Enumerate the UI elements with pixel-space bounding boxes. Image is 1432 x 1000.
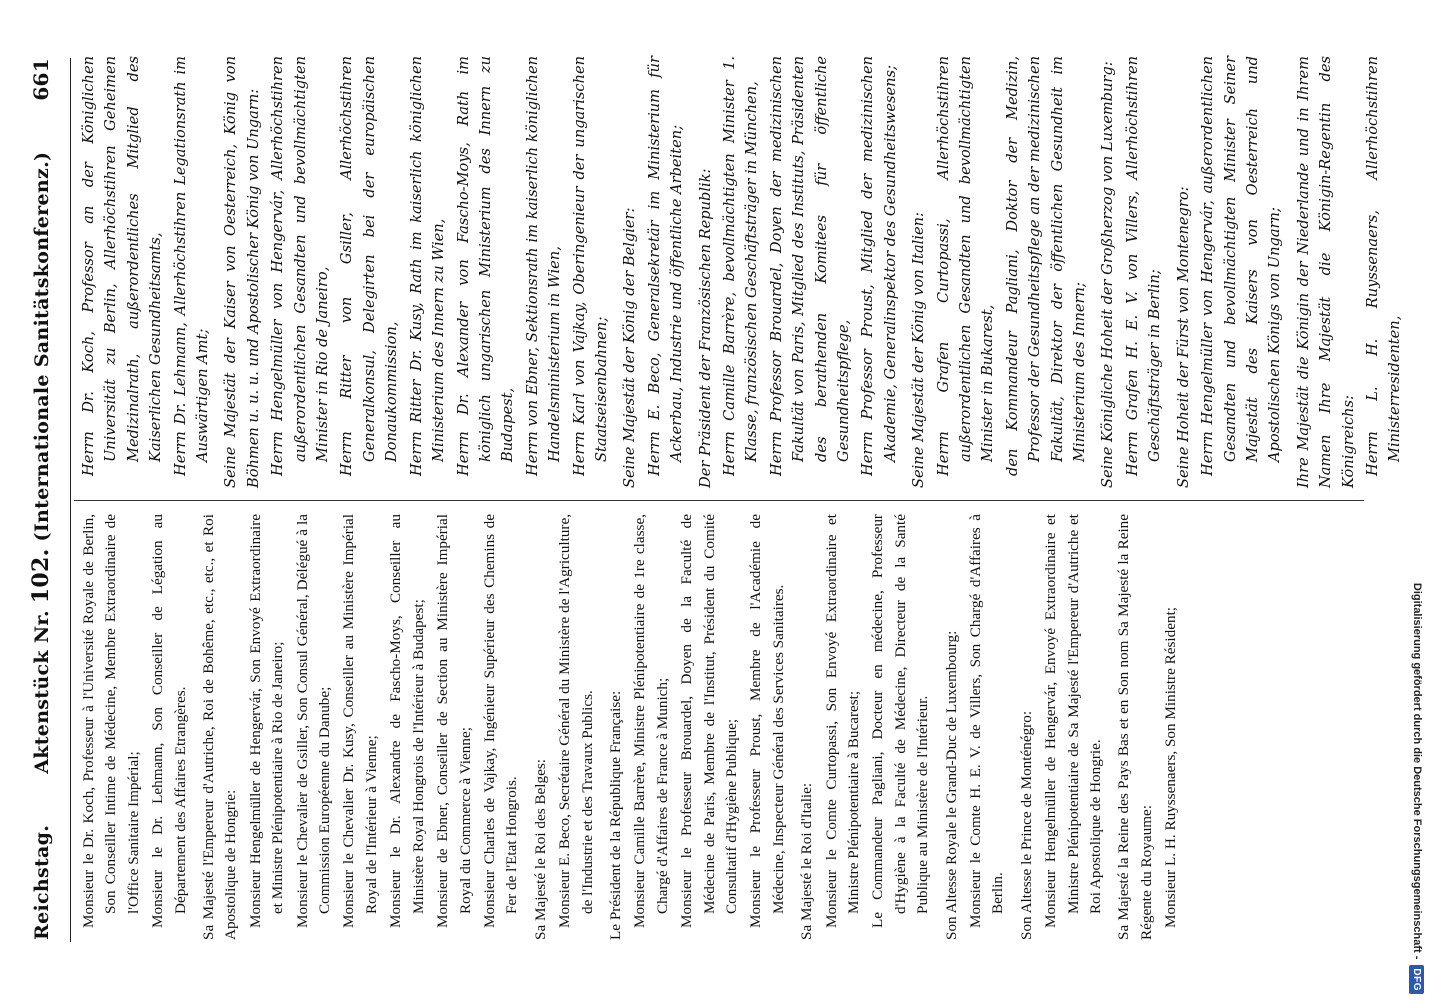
sovereign-heading: Seine Majestät der Kaiser von Oesterreich, König von Böhmen u. u. u. und Apostolischer König von Ungarn: xyxy=(222,56,262,488)
delegate-entry: Monsieur le Professeur Proust, Membre de l'Académie de Médecine, Inspecteur Général des Services Sanitaires. xyxy=(747,514,787,928)
sovereign-heading: Ihre Majestät die Königin der Niederlande und in Ihrem Namen Ihre Majestät die Königin-Regentin des Königreichs: xyxy=(1294,56,1357,488)
delegate-entry: Monsieur le Comte Curtopassi, Son Envoyé Extraordinaire et Ministre Plénipotentiaire à Bucarest; xyxy=(822,514,862,928)
delegate-entry: Monsieur Camille Barrère, Ministre Plénipotentiaire de 1re classe, Chargé d'Affaires de France à Munich; xyxy=(631,514,671,928)
delegate-entry: Herrn Hengelmüller von Hengervár, Allerhöchstihren außerordentlichen Gesandten und bevollmächtigten Minister in Rio de Janeiro, xyxy=(269,56,332,476)
sovereign-heading: Le Président de la République Française: xyxy=(606,690,624,940)
sovereign-heading: Seine Majestät der König der Belgier: xyxy=(621,207,639,488)
sovereign-heading: Son Altesse Royale le Grand-Duc de Luxembourg: xyxy=(942,630,960,940)
delegate-entry: Monsieur Hengelmüller de Hengervár, Son Envoyé Extraordinaire et Ministre Plénipotentiaire à Rio de Janeiro; xyxy=(246,514,287,928)
header-rule xyxy=(70,58,71,942)
header-left: Reichstag. xyxy=(31,824,53,940)
delegate-entry: Herrn von Ebner, Sektionsrath im kaiserlich königlichen Handelsministerium in Wien, xyxy=(523,56,564,476)
delegate-entry: Monsieur le Chevalier Dr. Kusy, Conseiller au Ministère Impérial Royal de l'Intérieur à Vienne; xyxy=(340,514,380,928)
delegate-entry: Herrn Professor Brouardel, Doyen der medizinischen Fakultät von Paris, Mitglied des Instituts, Präsidenten des berathenden Komitees für öffentliche Gesundheitspflege, xyxy=(767,56,852,476)
delegate-entry: Herrn Camille Barrère, bevollmächtigten Minister 1. Klasse, französischen Geschäftsträger in München, xyxy=(720,56,761,476)
sovereign-heading: Seine Majestät der König von Italien: xyxy=(910,212,928,488)
delegate-entry: Monsieur le Dr. Koch, Professeur à l'Université Royale de Berlin, Son Conseiller Intime de Médecine, Membre Extraordinaire de l'Office Sanitaire Impérial; xyxy=(80,514,142,928)
delegate-entry: Monsieur de Ebner, Conseiller de Section au Ministère Impérial Royal du Commerce à Vienne; xyxy=(434,514,474,928)
delegate-entry: Herrn Grafen Curtopassi, Allerhöchstihren außerordentlichen Gesandten und bevollmächtigten Minister in Bukarest, xyxy=(934,56,997,476)
digitization-credit xyxy=(1406,6,1428,994)
running-header xyxy=(28,58,64,940)
sovereign-heading: Seine Königliche Hoheit der Großherzog von Luxemburg: xyxy=(1099,61,1117,488)
delegate-entry: Herrn Grafen H. E. V. von Villers, Allerhöchstihren Geschäftsträger in Berlin; xyxy=(1123,56,1164,476)
delegate-entry: Herrn Dr. Alexander von Fascho-Moys, Rath im königlich ungarischen Ministerium des Innern zu Budapest, xyxy=(454,56,517,476)
delegate-entry: Herrn Professor Proust, Mitglied der medizinischen Akademie, Generalinspektor des Gesundheitswesens; xyxy=(859,56,899,476)
delegate-entry: Monsieur L. H. Ruyssenaers, Son Ministre Résident; xyxy=(1162,606,1180,928)
delegate-entry: Monsieur Hengelmüller de Hengervár, Envoyé Extraordinaire et Ministre Plénipotentiaire de Sa Majesté l'Empereur d'Autriche et Roi Apostolique de Hongrie. xyxy=(1042,514,1105,928)
delegate-entry: Herrn Ritter Dr. Kusy, Rath im kaiserlich königlichen Ministerium des Innern zu Wien, xyxy=(407,56,448,476)
sovereign-heading: Sa Majesté le Roi des Belges: xyxy=(531,759,549,940)
sovereign-heading: Sa Majesté l'Empereur d'Autriche, Roi de Bohême, etc., etc., et Roi Apostolique de Hongrie: xyxy=(200,514,240,940)
delegate-entry: den Kommandeur Pagliani, Doktor der Medizin, Professor der Gesundheitspflege an der medizinischen Fakultät, Direktor der öffentlichen Gesundheit im Ministerium des Innern; xyxy=(1003,56,1089,476)
delegate-entry: Herrn Karl von Vajkay, Oberingenieur der ungarischen Staatseisenbahnen; xyxy=(570,56,610,476)
delegate-entry: Monsieur le Chevalier de Gsiller, Son Consul Général, Délégué à la Commission Européenne du Danube; xyxy=(293,514,334,928)
dfg-logo: DFG xyxy=(1410,965,1425,994)
header-center xyxy=(28,152,54,774)
sovereign-heading: Sa Majesté la Reine des Pays Bas et en Son nom Sa Majesté la Reine Régente du Royaume: xyxy=(1115,514,1155,940)
delegate-entry: Monsieur le Professeur Brouardel, Doyen de la Faculté de Médecine de Paris, Membre de l'Institut, Président du Comité Consultatif d'Hygiène Publique; xyxy=(678,514,740,928)
sovereign-heading: Seine Hoheit der Fürst von Montenegro: xyxy=(1174,186,1192,488)
column-divider xyxy=(74,500,1364,501)
delegate-entry: Monsieur Charles de Vajkay, Ingénieur Supérieur des Chemins de Fer de l'Etat Hongrois. xyxy=(480,514,521,928)
sovereign-heading: Sa Majesté le Roi d'Italie: xyxy=(798,782,816,940)
delegate-entry: Herrn Hengelmüller von Hengervár, außerordentlichen Gesandten und bevollmächtigten Minister Seiner Majestät des Kaisers von Oesterreich und Apostolischen Königs von Ungarn; xyxy=(1199,56,1284,476)
delegate-entry: Herrn Dr. Lehmann, Allerhöchstihren Legationsrath im Auswärtigen Amt; xyxy=(171,56,212,476)
delegate-entry: Herrn L. H. Ruyssenaers, Allerhöchstihren Ministerresidenten, xyxy=(1363,56,1404,476)
delegate-entry: Monsieur le Comte H. E. V. de Villers, Son Chargé d'Affaires à Berlin. xyxy=(967,514,1007,928)
delegate-entry: Monsieur E. Beco, Secrétaire Général du Ministère de l'Agriculture, de l'Industrie et des Travaux Publics. xyxy=(556,514,596,928)
delegate-entry: Le Commandeur Pagliani, Docteur en médecine, Professeur d'Hygiène à la Faculté de Médecine, Directeur de la Santé Publique au Ministère de l'Intérieur. xyxy=(869,514,932,928)
delegate-entry: Monsieur le Dr. Lehmann, Son Conseiller de Légation au Département des Affaires Etrangères. xyxy=(149,514,189,928)
page-number: 661 xyxy=(29,58,53,101)
sovereign-heading: Der Präsident der Französischen Republik: xyxy=(696,168,714,488)
delegate-entry: Monsieur le Dr. Alexandre de Fascho-Moys, Conseiller au Ministère Royal Hongrois de l'Intérieur à Budapest; xyxy=(387,514,427,928)
header-center-suffix: (Internationale Sanitätskonferenz.) xyxy=(31,151,53,542)
french-text-column xyxy=(78,514,1368,940)
german-text-column xyxy=(78,56,1404,488)
sovereign-heading: Son Altesse le Prince de Monténégro: xyxy=(1017,710,1035,940)
delegate-entry: Herrn Ritter von Gsiller, Allerhöchstihren Generalkonsul, Delegirten bei der europäischen Donaukommission, xyxy=(338,56,401,476)
delegate-entry: Herrn Dr. Koch, Professor an der Königlichen Universität zu Berlin, Allerhöchstihren Geheimen Medizinalrath, außerordentliches Mitglied des Kaiserlichen Gesundheitsamts, xyxy=(80,56,165,476)
credit-text: Digitalisierung gefördert durch die Deutsche Forschungsgemeinschaft - xyxy=(1411,582,1423,960)
header-document-number: 102. xyxy=(28,548,54,604)
delegate-entry: Herrn E. Beco, Generalsekretär im Ministerium für Ackerbau, Industrie und öffentliche Arbeiten; xyxy=(645,56,686,476)
header-center-prefix: Aktenstück Nr. xyxy=(31,610,53,774)
